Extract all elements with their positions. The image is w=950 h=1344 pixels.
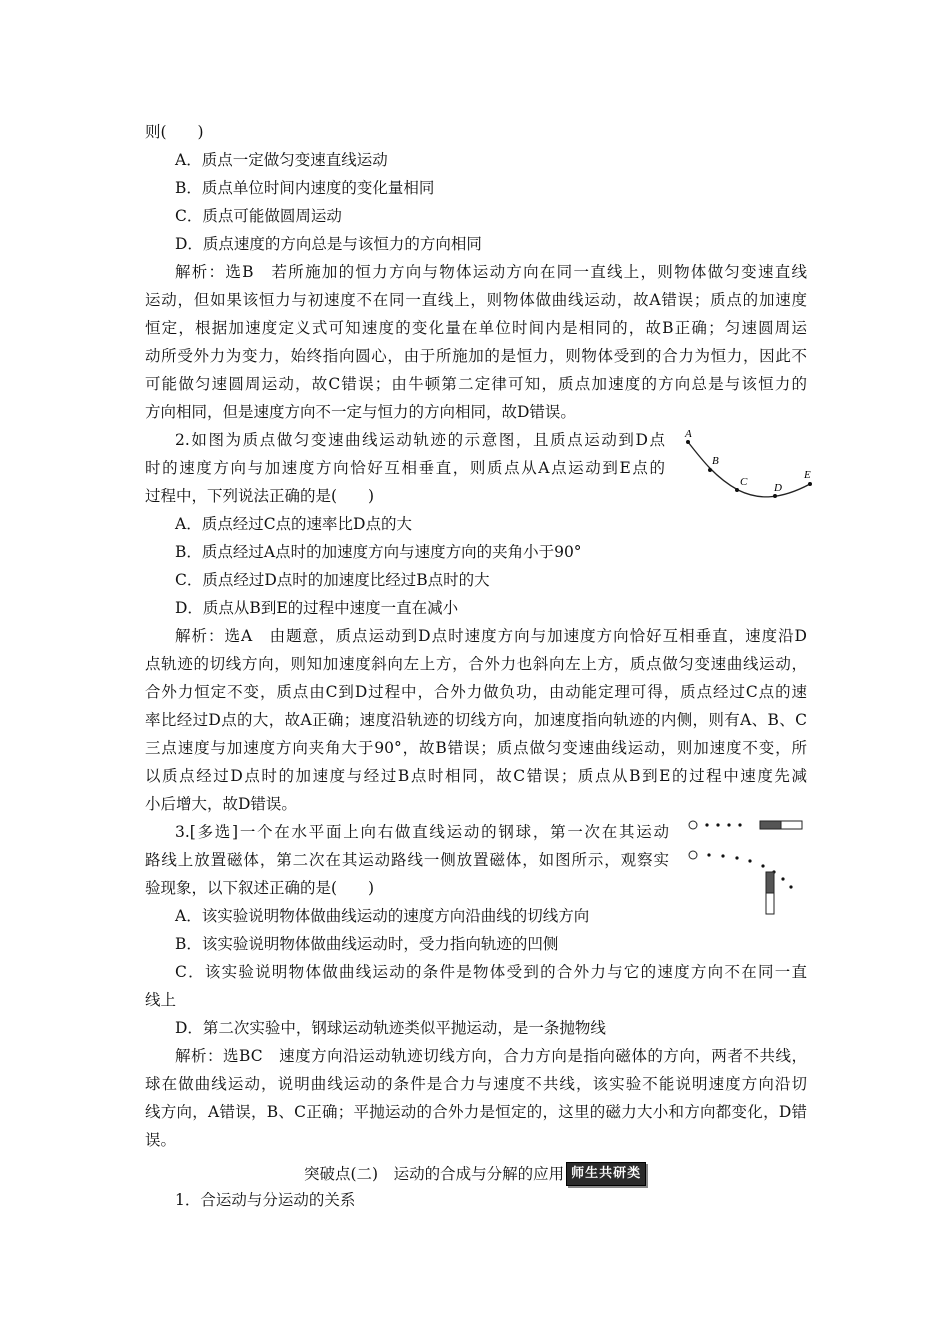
trajectory-curve [688,442,810,497]
section-title: 突破点(二) 运动的合成与分解的应用 [304,1165,565,1183]
q1-analysis-line: 恒定，根据加速度定义式可知速度的变化量在单位时间内是相同的，故B正确；匀速圆周运 [145,319,807,337]
q3-analysis-line: 解析：选BC 速度方向沿运动轨迹切线方向，合力方向是指向磁体的方向，两者不共线， [175,1047,807,1065]
q2-analysis-line: 合外力恒定不变，质点由C到D过程中，合外力做负功，由动能定理可得，质点经过C点的速 [145,683,807,701]
steel-ball-icon [689,821,697,829]
label-b: B [712,455,719,467]
point-c [735,488,739,492]
q2-analysis-line: 点轨迹的切线方向，则知加速度斜向左上方，合外力也斜向左上方，质点做匀变速曲线运动， [145,655,807,673]
q3-analysis-line: 球在做曲线运动，说明曲线运动的条件是合力与速度不共线，该实验不能说明速度方向沿切 [145,1075,807,1093]
magnet-experiment-figure [685,815,810,920]
section-badge: 师生共研类 [566,1162,646,1186]
q2-analysis-line: 小后增大，故D错误。 [145,795,297,813]
q3-stem-line: 路线上放置磁体，第二次在其运动路线一侧放置磁体，如图所示，观察实 [145,851,669,869]
q2-option-b: B．质点经过A点时的加速度方向与速度方向的夹角小于90° [175,543,582,561]
point-a [686,440,690,444]
section-item-1: 1．合运动与分运动的关系 [175,1191,356,1209]
q3-stem-line: 验现象，以下叙述正确的是( ) [145,879,375,897]
q2-analysis-line: 解析：选A 由题意，质点运动到D点时速度方向与加速度方向恰好互相垂直，速度沿D [175,627,807,645]
q1-option-a: A．质点一定做匀变速直线运动 [175,151,388,169]
label-e: E [804,469,811,481]
q3-analysis-line: 线方向，A错误，B、C正确；平抛运动的合外力是恒定的，这里的磁力大小和方向都变化，D错 [145,1103,807,1121]
q2-analysis-line: 率比经过D点的大，故A正确；速度沿轨迹的切线方向，加速度指向轨迹的内侧，则有A、B、C [145,711,807,729]
q3-option-c: C．该实验说明物体做曲线运动的条件是物体受到的合外力与它的速度方向不在同一直 [175,963,807,981]
q3-option-b: B．该实验说明物体做曲线运动时，受力指向轨迹的凹侧 [175,935,559,953]
q2-stem-line: 时的速度方向与加速度方向恰好互相垂直，则质点从A点运动到E点的 [145,459,665,477]
q1-option-b: B．质点单位时间内速度的变化量相同 [175,179,435,197]
steel-ball-icon [689,851,697,859]
section-heading [304,1162,646,1186]
bar-magnet-icon [760,821,802,829]
q3-option-c-cont: 线上 [145,991,177,1009]
point-e [808,482,812,486]
q2-option-c: C．质点经过D点时的加速度比经过B点时的大 [175,571,490,589]
q1-analysis-line: 方向相同，但是速度方向不一定与恒力的方向相同，故D错误。 [145,403,576,421]
label-c: C [740,476,748,488]
q2-option-a: A．质点经过C点的速率比D点的大 [175,515,412,533]
q2-stem-line: 2.如图为质点做匀变速曲线运动轨迹的示意图，且质点运动到D点 [175,431,665,449]
trajectory-figure [680,430,820,505]
q1-option-c: C．质点可能做圆周运动 [175,207,342,225]
q3-analysis-line: 误。 [145,1131,177,1149]
q1-stem-end: 则( ) [145,123,204,141]
q1-option-d: D．质点速度的方向总是与该恒力的方向相同 [175,235,482,253]
q1-analysis-line: 动所受外力为变力，始终指向圆心，由于所施加的是恒力，则物体受到的合力为恒力，因此不 [145,347,807,365]
q3-option-d: D．第二次实验中，钢球运动轨迹类似平抛运动，是一条抛物线 [175,1019,606,1037]
q2-analysis-line: 以质点经过D点时的加速度与经过B点时相同，故C错误；质点从B到E的过程中速度先减 [145,767,807,785]
q1-analysis-line: 解析：选B 若所施加的恒力方向与物体运动方向在同一直线上，则物体做匀变速直线 [175,263,807,281]
q2-stem-line: 过程中，下列说法正确的是( ) [145,487,375,505]
bar-magnet-icon [766,872,774,914]
q3-option-a: A．该实验说明物体做曲线运动的速度方向沿曲线的切线方向 [175,907,590,925]
q3-stem-line: 3.[多选]一个在水平面上向右做直线运动的钢球，第一次在其运动 [175,823,669,841]
label-d: D [774,482,782,494]
point-d [773,494,777,498]
q1-analysis-line: 可能做匀速圆周运动，故C错误；由牛顿第二定律可知，质点加速度的方向总是与该恒力的 [145,375,807,393]
q1-analysis-line: 运动，但如果该恒力与初速度不在同一直线上，则物体做曲线运动，故A错误；质点的加速度 [145,291,807,309]
point-b [708,468,712,472]
q2-analysis-line: 三点速度与加速度方向夹角大于90°，故B错误；质点做匀变速曲线运动，则加速度不变，所 [145,739,807,757]
label-a: A [685,428,692,440]
q2-option-d: D．质点从B到E的过程中速度一直在减小 [175,599,459,617]
